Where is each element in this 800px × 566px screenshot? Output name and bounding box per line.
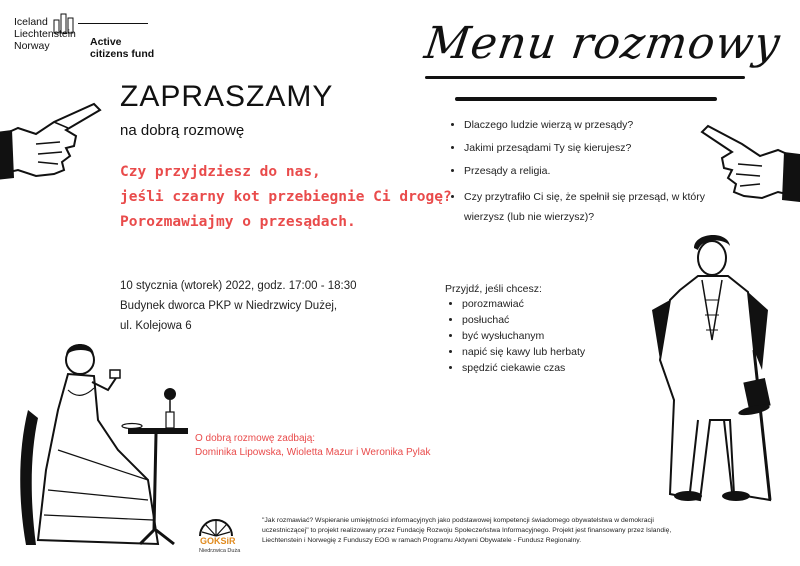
menu-title: Menu rozmowy: [421, 18, 784, 69]
come-item: • porozmawiać: [462, 296, 585, 312]
country-iceland: Iceland: [14, 16, 48, 28]
logo-divider: [78, 23, 148, 24]
red-question-line: jeśli czarny kot przebiegnie Ci drogę?: [120, 189, 452, 205]
goksir-logo-subtext: Niedrzwica Duża: [199, 548, 241, 554]
event-address: ul. Kolejowa 6: [120, 320, 192, 332]
menu-underline-2: [455, 97, 717, 101]
standing-gentleman-illustration: [650, 230, 798, 510]
fund-line-2: citizens fund: [90, 48, 155, 60]
come-item: • posłuchać: [462, 312, 585, 328]
page-subtitle: na dobrą rozmowę: [120, 122, 245, 139]
pointing-hand-left-illustration: [0, 98, 106, 188]
come-item: • napić się kawy lub herbaty: [462, 344, 585, 360]
organizers-names: Dominika Lipowska, Wioletta Mazur i Weronika Pylak: [195, 447, 431, 458]
active-citizens-fund-logo: [90, 36, 154, 60]
red-questions: [120, 160, 452, 235]
red-question-line: Czy przyjdziesz do nas,: [120, 164, 321, 180]
event-place: Budynek dworca PKP w Niedrzwicy Dużej,: [120, 300, 338, 312]
come-list: [446, 296, 585, 376]
country-liechtenstein: Liechtenstein: [14, 28, 76, 40]
come-item: • spędzić ciekawie czas: [462, 360, 585, 376]
come-label: Przyjdź, jeśli chcesz:: [445, 283, 542, 295]
goksir-logo-text: GOKSiR: [200, 536, 236, 546]
red-question-line: Porozmawiajmy o przesądach.: [120, 214, 356, 230]
menu-question-item: • Czy przytrafiło Ci się, że spełnił się przesąd, w który wierzysz (lub nie wierzysz)?: [464, 187, 724, 227]
organizers: [195, 432, 430, 460]
event-date: 10 stycznia (wtorek) 2022, godz. 17:00 - 18:30: [120, 280, 357, 292]
menu-question-item: • Dlaczego ludzie wierzą w przesądy?: [464, 118, 724, 133]
organizers-label: O dobrą rozmowę zadbają:: [195, 433, 316, 444]
menu-question-list: [448, 118, 724, 235]
event-info: [120, 276, 357, 336]
footnote: "Jak rozmawiać? Wspieranie umiejętności informacyjnych jako podstawowej kompetencji świadomego obywatelstwa w demokracji uczestniczącej" to projekt realizowany przez Fundację Rozwoju Społeczeństwa Informacyjnego. Projekt jest finansowany przez Islandię, Liechtenstein i Norwegię z Funduszy EOG w ramach Programu Aktywni Obywatele - Fundusz Regionalny.: [262, 517, 672, 544]
country-norway: Norway: [14, 40, 50, 52]
menu-question-item: • Jakimi przesądami Ty się kierujesz?: [464, 141, 724, 156]
fund-line-1: Active: [90, 36, 122, 48]
menu-underline-1: [425, 76, 745, 79]
page-title: ZAPRASZAMY: [120, 80, 334, 113]
goksir-logo-icon: [196, 512, 236, 538]
seated-woman-illustration: [8, 330, 193, 555]
menu-question-item: • Przesądy a religia.: [464, 164, 724, 179]
eea-logo-bars-icon: [52, 12, 80, 34]
come-item: • być wysłuchanym: [462, 328, 585, 344]
pointing-hand-right-illustration: [700, 118, 800, 208]
